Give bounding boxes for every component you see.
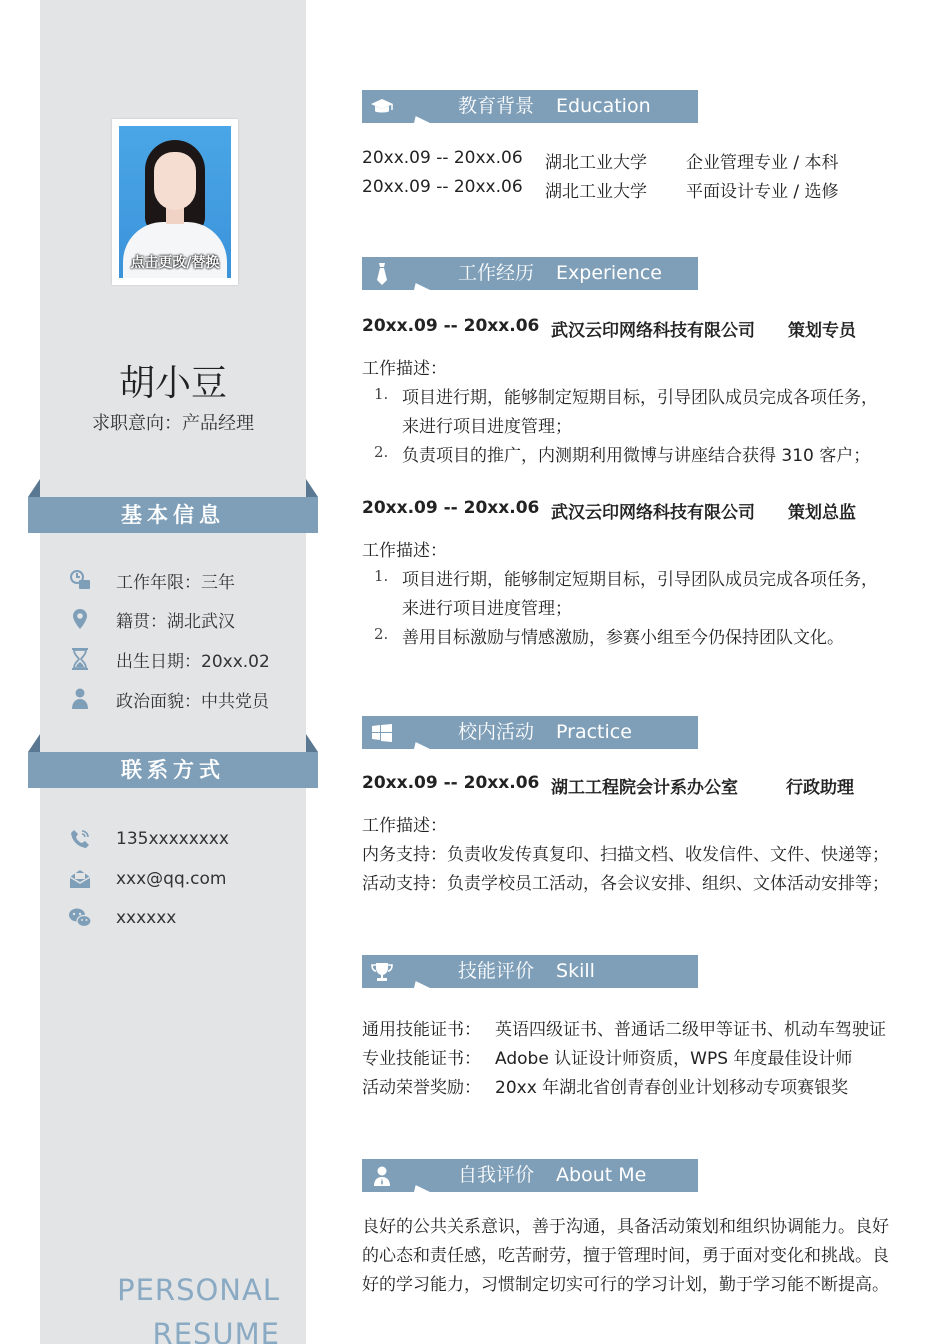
personal-line-1: PERSONAL xyxy=(117,1273,280,1307)
skill-label: 专业技能证书： xyxy=(362,1049,481,1069)
section-header-education xyxy=(362,90,698,123)
skill-row xyxy=(362,1073,849,1098)
about-line: 良好的公共关系意识，善于沟通，具备活动策划和组织协调能力。良好 xyxy=(362,1217,889,1237)
job-role: 策划总监 xyxy=(788,503,856,523)
skill-value: 英语四级证书、普通话二级甲等证书、机动车驾驶证 xyxy=(495,1020,886,1040)
contact-ribbon: 联系方式 xyxy=(28,752,318,788)
mail-icon xyxy=(68,867,92,891)
contact-item-wechat[interactable] xyxy=(68,904,177,932)
practice-desc-label: 工作描述： xyxy=(362,816,447,836)
job-period: 20xx.09 -- 20xx.06 xyxy=(362,498,540,518)
job-header xyxy=(362,316,856,341)
about-paragraph xyxy=(362,1213,922,1300)
job-header xyxy=(362,498,856,523)
trophy-icon xyxy=(362,955,402,988)
edu-major: 平面设计专业 / 选修 xyxy=(686,182,839,202)
location-pin-icon xyxy=(68,607,92,631)
section-header-practice xyxy=(362,716,698,749)
section-title-cn: 自我评价 xyxy=(458,1164,535,1186)
list-item: 项目进行期，能够制定短期目标，引导团队成员完成各项任务， xyxy=(402,388,878,408)
skill-row xyxy=(362,1044,853,1069)
info-text: 工作年限：三年 xyxy=(116,572,235,593)
personal-resume-label xyxy=(60,1268,280,1344)
practice-period: 20xx.09 -- 20xx.06 xyxy=(362,773,540,793)
job-desc-label: 工作描述： xyxy=(362,359,447,379)
edu-period: 20xx.09 -- 20xx.06 xyxy=(362,148,523,168)
list-number: 2. xyxy=(374,443,389,461)
wechat-icon xyxy=(68,906,92,930)
info-text: 出生日期：20xx.02 xyxy=(116,651,270,672)
section-title-en: Practice xyxy=(556,721,632,743)
practice-line: 内务支持：负责收发传真复印、扫描文档、收发信件、文件、快递等； xyxy=(362,845,889,865)
section-title-en: Experience xyxy=(556,262,662,284)
education-row xyxy=(362,148,839,173)
section-title-cn: 技能评价 xyxy=(458,960,535,982)
section-header-experience xyxy=(362,257,698,290)
info-item-hometown xyxy=(68,605,235,633)
info-item-political xyxy=(68,685,269,713)
list-item: 善用目标激励与情感激励，参赛小组至今仍保持团队文化。 xyxy=(402,628,844,648)
section-title-cn: 校内活动 xyxy=(458,721,535,743)
job-desc-label: 工作描述： xyxy=(362,541,447,561)
edu-period: 20xx.09 -- 20xx.06 xyxy=(362,177,523,197)
contact-text: 135xxxxxxxx xyxy=(116,829,229,849)
windows-grid-icon xyxy=(362,716,402,749)
list-item-cont: 来进行项目进度管理； xyxy=(402,599,572,619)
tie-icon xyxy=(362,257,402,290)
job-role: 策划专员 xyxy=(788,321,856,341)
skill-row xyxy=(362,1015,886,1040)
section-header-about xyxy=(362,1159,698,1192)
education-row xyxy=(362,177,839,202)
section-title-en: Skill xyxy=(556,960,595,982)
section-title-cn: 工作经历 xyxy=(458,262,535,284)
skill-label: 通用技能证书： xyxy=(362,1020,481,1040)
briefcase-clock-icon xyxy=(68,568,92,592)
edu-school: 湖北工业大学 xyxy=(545,182,647,202)
hourglass-icon xyxy=(68,647,92,671)
list-number: 2. xyxy=(374,625,389,643)
practice-line: 活动支持：负责学校员工活动，各会议安排、组织、文体活动安排等； xyxy=(362,874,889,894)
personal-line-2: RESUME xyxy=(152,1317,280,1344)
practice-header xyxy=(362,773,854,798)
info-item-work-years xyxy=(68,566,235,594)
graduation-cap-icon xyxy=(362,90,402,123)
person-icon xyxy=(68,687,92,711)
phone-icon xyxy=(68,827,92,851)
info-text: 籍贯：湖北武汉 xyxy=(116,611,235,632)
about-line: 的心态和责任感，吃苦耐劳，擅于管理时间，勇于面对变化和挑战。良 xyxy=(362,1246,889,1266)
practice-org: 湖工工程院会计系办公室 xyxy=(551,778,738,798)
section-title-cn: 教育背景 xyxy=(458,95,535,117)
edu-major: 企业管理专业 / 本科 xyxy=(686,153,839,173)
list-number: 1. xyxy=(374,567,389,585)
job-intent: 求职意向：产品经理 xyxy=(92,413,254,434)
skill-value: Adobe 认证设计师资质，WPS 年度最佳设计师 xyxy=(495,1049,853,1069)
basic-info-ribbon: 基本信息 xyxy=(28,497,318,533)
photo-caption[interactable]: 点击更改/替换 xyxy=(130,255,220,271)
list-number: 1. xyxy=(374,385,389,403)
contact-item-phone[interactable] xyxy=(68,825,229,853)
edu-school: 湖北工业大学 xyxy=(545,153,647,173)
contact-text: xxx@qq.com xyxy=(116,869,227,889)
contact-item-email[interactable] xyxy=(68,865,227,893)
info-item-birthdate xyxy=(68,645,270,673)
skill-value: 20xx 年湖北省创青春创业计划移动专项赛银奖 xyxy=(495,1078,849,1098)
person-badge-icon xyxy=(362,1159,402,1192)
job-company: 武汉云印网络科技有限公司 xyxy=(551,321,755,341)
section-title-en: Education xyxy=(556,95,651,117)
list-item-cont: 来进行项目进度管理； xyxy=(402,417,572,437)
candidate-name: 胡小豆 xyxy=(118,363,227,404)
info-text: 政治面貌：中共党员 xyxy=(116,691,269,712)
photo-image xyxy=(119,126,231,278)
section-header-skill xyxy=(362,955,698,988)
profile-photo[interactable] xyxy=(112,119,238,285)
job-period: 20xx.09 -- 20xx.06 xyxy=(362,316,540,336)
practice-role: 行政助理 xyxy=(786,778,854,798)
section-title-en: About Me xyxy=(556,1164,647,1186)
contact-text: xxxxxx xyxy=(116,908,177,928)
skill-label: 活动荣誉奖励： xyxy=(362,1078,481,1098)
list-item: 负责项目的推广，内测期利用微博与讲座结合获得 310 客户； xyxy=(402,446,871,466)
job-company: 武汉云印网络科技有限公司 xyxy=(551,503,755,523)
list-item: 项目进行期，能够制定短期目标，引导团队成员完成各项任务， xyxy=(402,570,878,590)
about-line: 好的学习能力，习惯制定切实可行的学习计划，勤于学习能不断提高。 xyxy=(362,1275,889,1295)
